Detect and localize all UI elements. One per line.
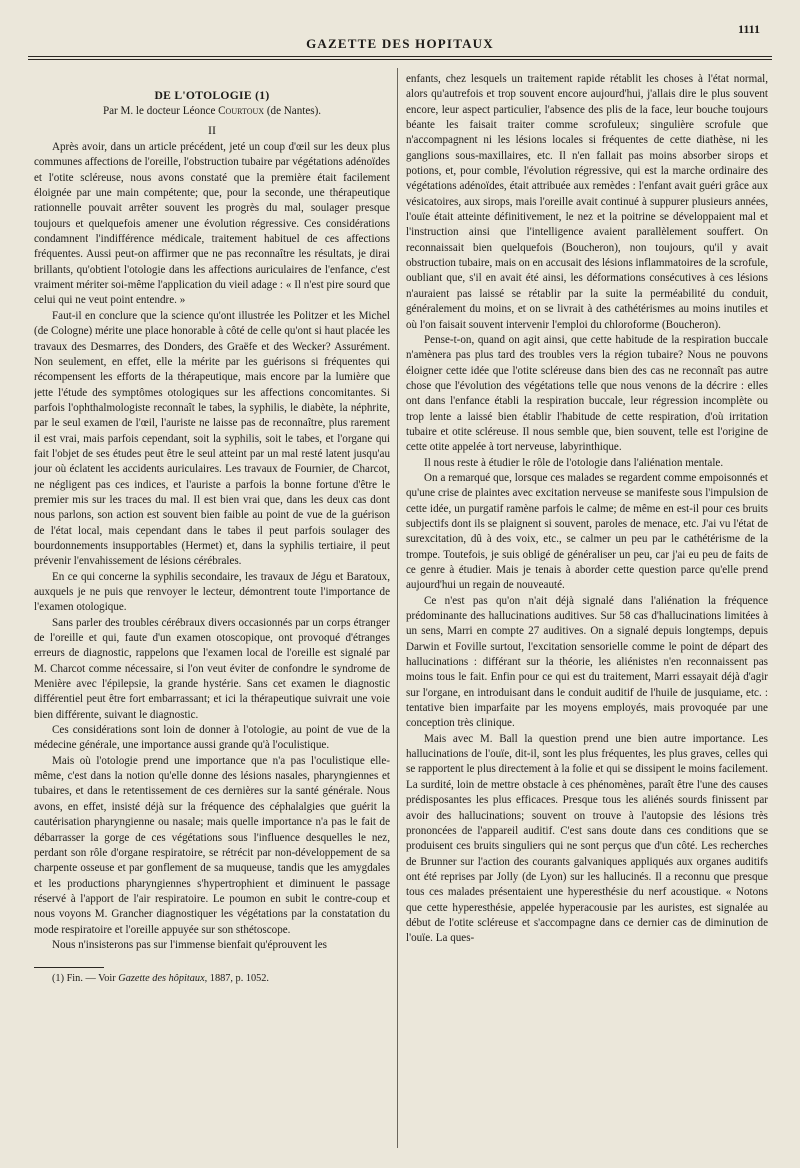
author-prefix: Par M. le docteur Léonce [102,105,216,118]
left-column [34,72,390,1142]
article-author [34,104,390,119]
paragraph: Ce n'est pas qu'on n'ait déjà signalé dans l'aliénation la fréquence prédominante des hallucinations auditives. Sur 58 cas d'hallucinations limitées à un sens, Marri en compte 27 auditives. On a signalé depuis longtemps, depuis Darwin et Foville surtout, l'excitation sensorielle comme le point de départ des hallucinations : différant sur la théorie, les aliénistes n'en reconnaissent pas moins tous le fait. Enfin pour ce qui est du traitement, Marri essayait déjà d'agir sur l'organe, en introduisant dans le conduit auditif de l'huile de jusquiame, etc. : tentative bien imparfaite par les moyens employés, mais provoquée par une conception très clinique. [406,594,768,730]
paragraph: Sans parler des troubles cérébraux divers occasionnés par un corps étranger de l'oreille et qui, faute d'un examen otoscopique, ont provoqué d'étranges erreurs de diagnostic, rappelons que l'examen local de l'oreille est signalé par M. Charcot comme nécessaire, si l'on veut éviter de confondre le syndrome de Menière avec l'épilepsie, la grande hystérie. Sans cet examen le diagnostic différentiel peut être fort embarrassant; et ici la thérapeutique suivrait une voie bien différente, suivant le diagnostic. [34,616,390,721]
paragraph: Mais où l'otologie prend une importance que n'a pas l'oculistique elle-même, c'est dans la notion qu'elle donne des lésions nasales, pharyngiennes et tubaires, et dans le retentissement de ces dernières sur la santé générale. Nous avons, en effet, insisté déjà sur la fréquence des céphalalgies que guérit la cautérisation pharyngienne ou nasale; mais quelle importance n'a pas le fait de débarrasser la gorge de ces végétations sous l'influence desquelles le nez, perdant son rôle d'organe respiratoire, se rétrécit par non-développement de sa charpente osseuse et par gonflement de sa muqueuse, tandis que les amygdales et les productions pharyngiennes s'hypertrophient et diminuent le passage réservé à l'apport de l'air respiratoire. Le poumon en subit le contre-coup et nous voyons M. Grancher diagnostiquer les végétations par la constatation du mode respiratoire et l'oreille appuyée sur son sthétoscope. [34,754,390,936]
article-title: DE L'OTOLOGIE (1) [154,89,270,102]
footnote [34,972,390,985]
page-number: 1111 [737,22,760,36]
footnote-rule [34,967,104,968]
author-suffix: (de Nantes). [266,105,322,118]
paragraph: Nous n'insisterons pas sur l'immense bienfait qu'éprouvent les [52,938,327,951]
paragraph: Pense-t-on, quand on agit ainsi, que cette habitude de la respiration buccale n'amènera pas plus tard des troubles vers la région tubaire? Nous ne pouvons éloigner cette idée que l'otite scléreuse dans bien des cas ne reconnaît pas autre chose que l'évolution des végétations telle que nous venons de la décrire : elles ont dans l'enfance établi la respiration buccale, leur régression incomplète ou trop lente a laissé bien établir l'habitude de cette respiration, d'où irritation tubaire et otite scléreuse. Il nous semble que, bien souvent, telle est l'origine de cette otite appelée à tort nerveuse, labyrinthique. [406,333,768,454]
column-divider [397,68,398,1148]
paragraph: On a remarqué que, lorsque ces malades se regardent comme empoisonnés et qu'une crise de plaintes avec excitation nerveuse se manifeste sous l'impulsion de cette idée, un purgatif ramène parfois le calme; de même en est-il pour ces bruits subjectifs dont ils se plaignent si souvent, paroles de menace, etc. J'ai vu l'état de surexcitation, dû à des voix, etc., se calmer un peu par le cathétérisme de la trompe. Toutefois, je suis obligé de généraliser un peu, car j'ai eu peu de faits de ce genre à étudier. Mais je tenais à aborder cette question parce qu'elle prend aujourd'hui un regain de nouveauté. [406,471,768,592]
right-column [406,72,768,1158]
section-number: II [208,122,216,137]
paragraph: Après avoir, dans un article précédent, jeté un coup d'œil sur les deux plus communes affections de l'oreille, l'obstruction tubaire par végétations adénoïdes et l'otite scléreuse, nous avons constaté que la première était facilement éloignée par une main compétente; que, pour la seconde, une thérapeutique rationnelle pouvait arrêter souvent les progrès du mal, soulager presque toujours et quelquefois amener une évolution régressive. Ces considérations condamnent l'indifférence médicale, traitement habituel de ces affections fréquentes. Aussi peut-on affirmer que ne pas reconnaître les résultats, je dirai brillants, qu'obtient l'otologie dans les affections auriculaires de l'enfance, c'est vraiment mériter soi-même l'application du vieil adage : « Il n'est pire sourd que celui qui ne veut point entendre. » [34,141,390,307]
running-title: GAZETTE DES HOPITAUX [306,36,494,51]
header-rule-bottom [28,59,772,60]
paragraph: enfants, chez lesquels un traitement rapide rétablit les choses à l'état normal, alors qu'autrefois et trop souvent encore aujourd'hui, j'allais dire le plus souvent encore, leur aspect particulier, l'absence des plis de la face, leur bouche toujours béante les faisait traiter comme scrofuleux; singulière scrofule que n'accompagnent ni les lésions locales si fréquentes de cette diathèse, ni les ganglions sous-maxillaires, etc. Il n'en fallait pas moins absorber sirops et potions, et, pour comble, l'évolution régressive, qui est la marche ordinaire des végétations adénoïdes, était attribuée aux remèdes : l'enfant avait guéri grâce aux vésicatoires, aux sirops, mais l'oreille avait continué à suppurer plusieurs années, l'ouïe était atteinte définitivement, le nez et la poitrine se développaient mal et l'instruction ainsi que l'intelligence avaient parallèlement souffert. On reconnaissait bien quelquefois (Boucheron), non toujours, qu'il y avait obstruction tubaire, mais on en accusait des lésions inflammatoires de la scrofule, oubliant que, s'il en avait été ainsi, les déformations consécutives à ces lésions n'auraient pas laissé se rétablir par la suite la perméabilité du conduit, généralement du moins, et on se livrait à des cathétérismes au moins inutiles et où l'on faisait souvent intervenir l'emploi du chloroforme (Boucheron). [406,73,768,331]
footnote-marker: (1) Fin. — Voir [52,973,116,985]
footnote-source: Gazette des hôpitaux, [118,973,208,985]
paragraph: En ce qui concerne la syphilis secondaire, les travaux de Jégu et Baratoux, auxquels je ne puis que renvoyer le lecteur, démontrent toute l'importance de l'examen otologique. [34,570,390,614]
paragraph: Il nous reste à étudier le rôle de l'otologie dans l'aliénation mentale. [424,456,724,469]
paragraph: Ces considérations sont loin de donner à l'otologie, au point de vue de la médecine générale, une importance aussi grande qu'à l'oculistique. [34,724,390,752]
footnote-rest: 1887, p. 1052. [209,973,270,985]
paragraph: Mais avec M. Ball la question prend une bien autre importance. Les hallucinations de l'ouïe, dit-il, sont les plus fréquentes, les plus graves, celles qui se rapportent le plus directement à la folie et qui se dissipent le moins facilement. La surdité, loin de mettre obstacle à ces phénomènes, paraît être l'une des causes prédisposantes les plus efficaces. Presque tous les aliénés sourds finissent par avoir des hallucinations; souvent on trouve à l'autopsie des lésions très prononcées de l'appareil auditif. C'est sans doute dans ces conditions que se produisent ces bruits singuliers qui ne sont perçus que d'un côté. Les recherches de Brunner sur l'action des courants galvaniques appliqués aux organes auditifs ont été reprises par Jolly (de Lyon) sur les hallucinés. Il a reconnu que presque tous ces malades présentaient une hyperesthésie du nerf acoustique. « Notons que cette hyperesthésie, appelée hyperacousie par les auristes, est signalée au début de l'otite scléreuse et s'accompagne dans ce dernier cas de diminution de l'ouïe. La ques- [406,732,768,945]
header-rule-top [28,56,772,57]
paragraph: Faut-il en conclure que la science qu'ont illustrée les Politzer et les Michel (de Cologne) mérite une place honorable à côté de celle qu'ont si haut placée les travaux des Desmarres, des Donders, des Graëfe et des Wecker? Assurément. Non seulement, en effet, elle la mérite par les guérisons si fréquentes qui récompensent les efforts de la thérapeutique, mais encore par la lumière que jette l'étude des symptômes otologiques sur les affections concomitantes. Si parfois l'ophthalmologiste reconnaît le tabes, la syphilis, le diabète, la néphrite, par le seul examen de l'œil, l'auriste ne laisse pas de reconnaître, plus rarement il est vrai, mais parfois cependant, soit la syphilis, soit le tabes, et l'organe qui fait l'objet de ses études peut être le seul atteint par un mal resté latent jusqu'au jour où éclatent les accidents auriculaires. Les travaux de Fournier, de Charcot, ne négligent pas ces indices, et l'auriste a parfois la bonne fortune d'être le premier mis sur les traces du mal. Il est bien vrai que, dans les deux cas dont nous parlons, son action est souvent bien faible au point de vue de la guérison de l'état local, mais cependant dans le tabes il peut parfois soulager des bourdonnements insupportables (Hermet) et, dans la syphilis tertiaire, il peut prévenir l'envahissement de lésions cérébrales. [34,309,390,568]
author-surname: Courtoux [218,105,265,118]
